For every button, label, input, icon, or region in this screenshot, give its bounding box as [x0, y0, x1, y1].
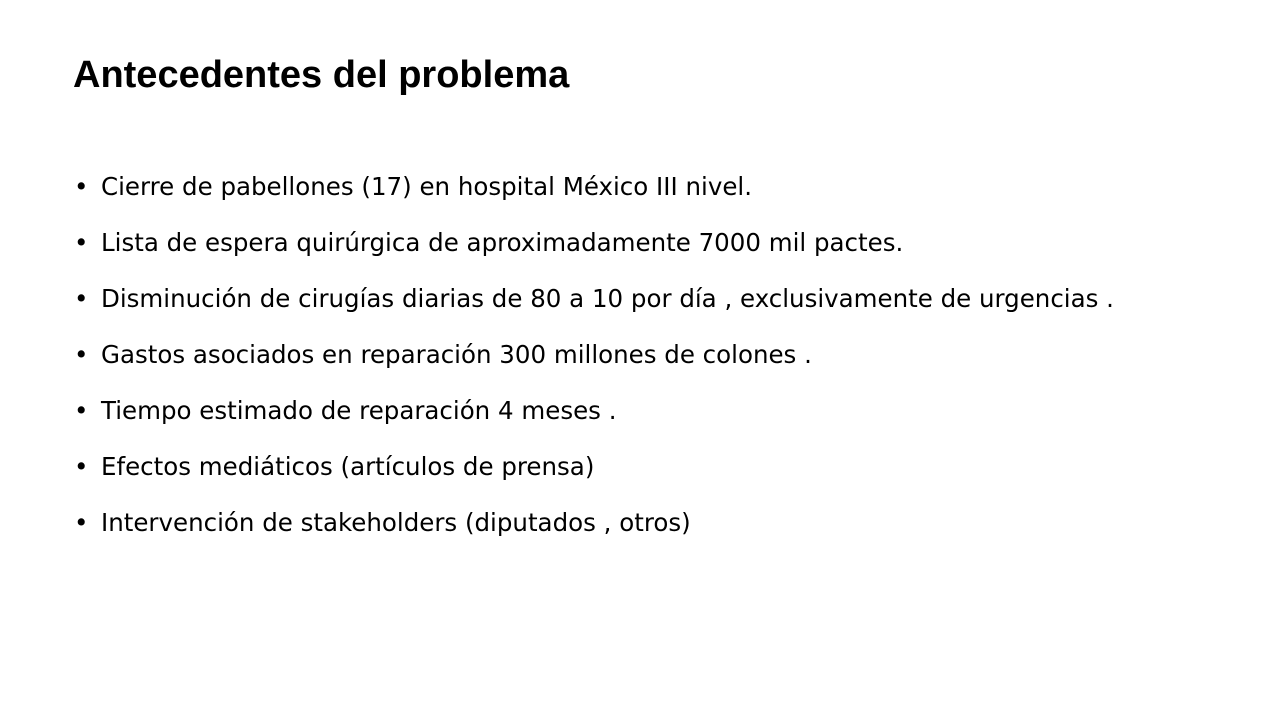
bullet-item	[74, 170, 1164, 204]
bullet-item	[74, 394, 1164, 428]
bullet-item	[74, 226, 1164, 260]
bullet-item	[74, 338, 1164, 372]
bullet-text: Tiempo estimado de reparación 4 meses .	[101, 396, 617, 425]
bullet-text: Lista de espera quirúrgica de aproximadamente 7000 mil pactes.	[101, 228, 904, 257]
bullet-item	[74, 506, 1164, 540]
bullet-item	[74, 450, 1164, 484]
bullet-point-icon: •	[74, 396, 89, 425]
bullet-point-icon: •	[74, 284, 89, 313]
bullet-text: Gastos asociados en reparación 300 millones de colones .	[101, 340, 812, 369]
bullet-text: Efectos mediáticos (artículos de prensa)	[101, 452, 595, 481]
bullet-list	[74, 170, 1164, 562]
bullet-point-icon: •	[74, 172, 89, 201]
slide-title: Antecedentes del problema	[73, 54, 570, 96]
bullet-text: Disminución de cirugías diarias de 80 a 10 por día , exclusivamente de urgencias .	[101, 284, 1114, 313]
bullet-point-icon: •	[74, 228, 89, 257]
bullet-point-icon: •	[74, 340, 89, 369]
bullet-point-icon: •	[74, 452, 89, 481]
bullet-item	[74, 282, 1164, 316]
bullet-point-icon: •	[74, 508, 89, 537]
bullet-text: Cierre de pabellones (17) en hospital México III nivel.	[101, 172, 753, 201]
bullet-text: Intervención de stakeholders (diputados , otros)	[101, 508, 691, 537]
